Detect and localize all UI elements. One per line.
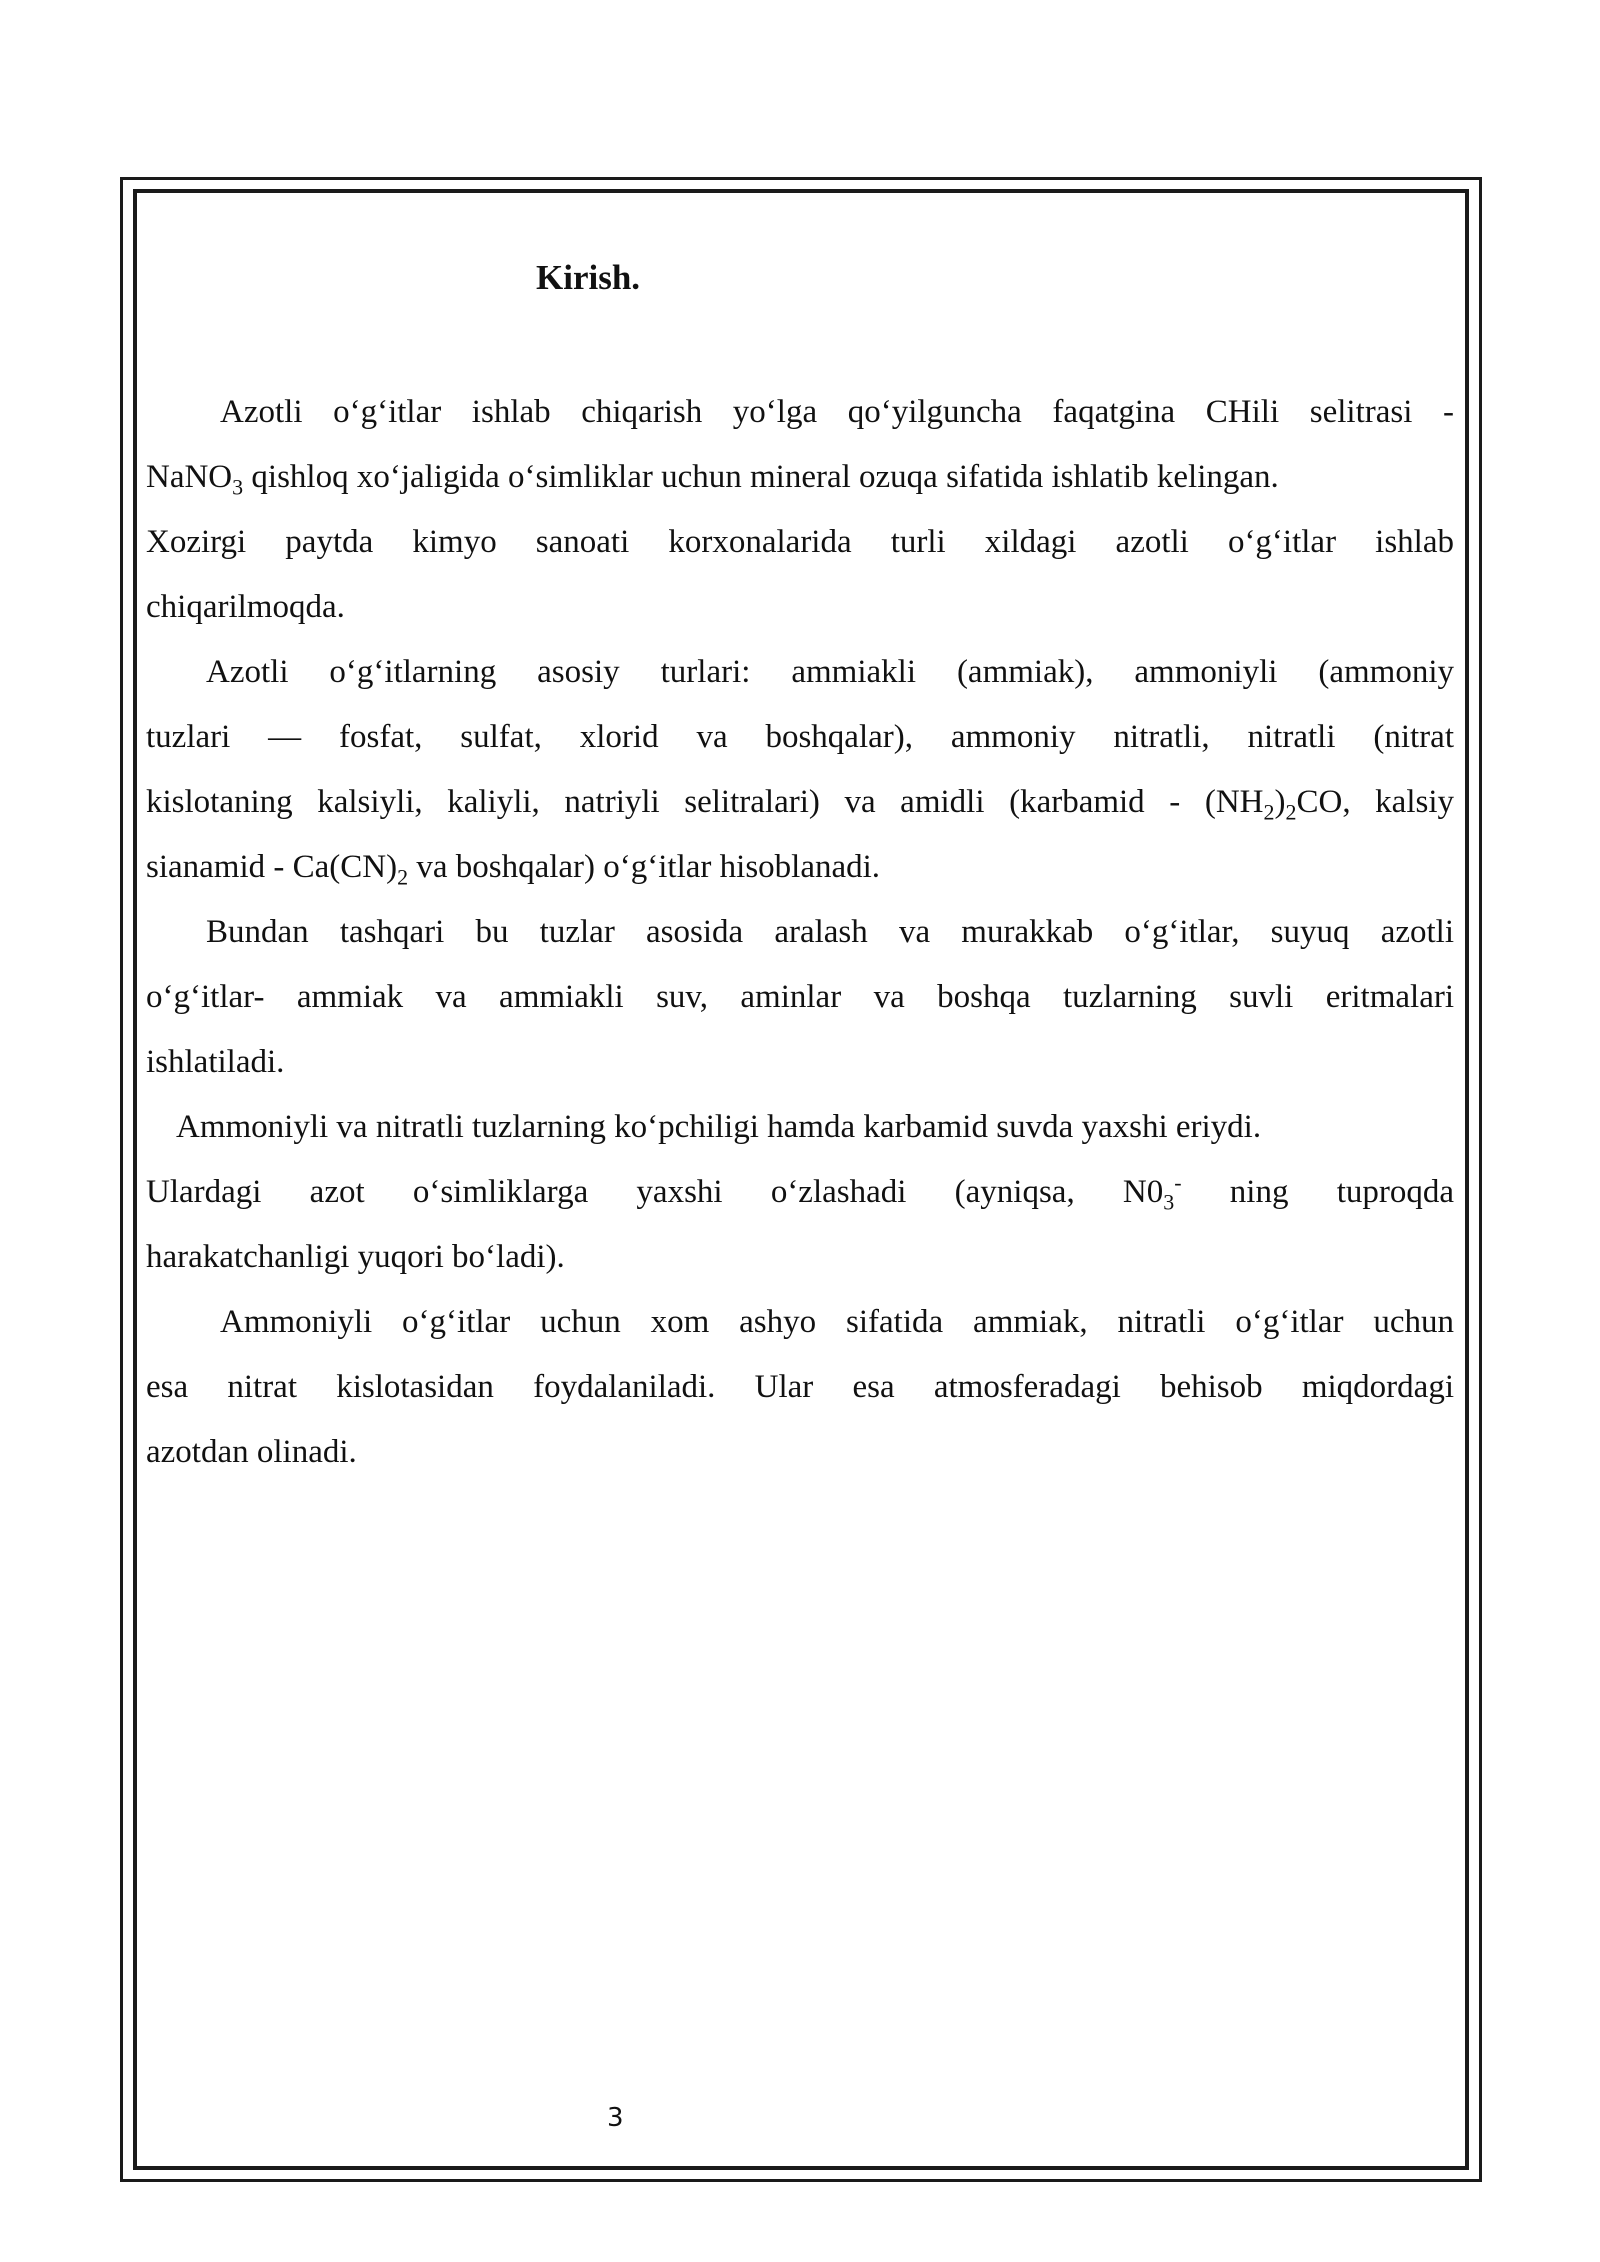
text-run: NaNO: [146, 459, 233, 495]
paragraph-line: chiqarilmoqda.: [146, 589, 345, 625]
paragraph-line: [146, 835, 1454, 900]
text-run: ning tuproqda: [1181, 1174, 1454, 1210]
paragraph-5: [146, 1290, 1454, 1485]
paragraph-3: [146, 900, 1454, 1095]
paragraph-line: Ammoniyli va nitratli tuzlarning ko‘pchiligi hamda karbamid suvda yaxshi eriydi.: [176, 1109, 1262, 1145]
section-heading: Kirish.: [536, 258, 641, 297]
paragraph-line: [146, 445, 1454, 510]
text-run: ): [1274, 784, 1286, 820]
text-run: Ulardagi azot o‘simliklarga yaxshi o‘zlashadi (ayniqsa, N0: [146, 1174, 1164, 1210]
paragraph-line: [146, 770, 1454, 835]
text-run: sianamid - Ca(CN): [146, 849, 398, 885]
subscript: 2: [1263, 799, 1275, 825]
paragraph-line: Azotli o‘g‘itlar ishlab chiqarish yo‘lga qo‘yilguncha faqatgina CHili selitrasi -: [220, 394, 1454, 430]
text-run: kislotaning kalsiyli, kaliyli, natriyli selitralari) va amidli (karbamid - (NH: [146, 784, 1264, 820]
paragraph-line: Xozirgi paytda kimyo sanoati korxonalarida turli xildagi azotli o‘g‘itlar ishlab: [146, 524, 1454, 560]
paragraph-4: [146, 1095, 1454, 1290]
page-number: 3: [607, 2103, 624, 2133]
paragraph-line: tuzlari — fosfat, sulfat, xlorid va boshqalar), ammoniy nitratli, nitratli (nitrat: [146, 719, 1454, 755]
paragraph-2: [146, 640, 1454, 900]
text-run: CO, kalsiy: [1296, 784, 1454, 820]
superscript: -: [1174, 1170, 1182, 1195]
paragraph-line: [146, 1160, 1454, 1225]
subscript: 2: [1285, 799, 1297, 825]
paragraph-line: Bundan tashqari bu tuzlar asosida aralash va murakkab o‘g‘itlar, suyuq azotli: [206, 914, 1454, 950]
paragraph-line: o‘g‘itlar- ammiak va ammiakli suv, aminlar va boshqa tuzlarning suvli eritmalari: [146, 979, 1454, 1015]
subscript: 3: [232, 474, 244, 500]
text-run: qishloq xo‘jaligida o‘simliklar uchun mineral ozuqa sifatida ishlatib kelingan.: [243, 459, 1279, 495]
subscript: 3: [1163, 1189, 1175, 1215]
paragraph-line: Azotli o‘g‘itlarning asosiy turlari: ammiakli (ammiak), ammoniyli (ammoniy: [206, 654, 1454, 690]
paragraph-line: esa nitrat kislotasidan foydalaniladi. Ular esa atmosferadagi behisob miqdordagi: [146, 1369, 1454, 1405]
text-run: va boshqalar) o‘g‘itlar hisoblanadi.: [408, 849, 881, 885]
subscript: 2: [397, 864, 409, 890]
paragraph-line: Ammoniyli o‘g‘itlar uchun xom ashyo sifatida ammiak, nitratli o‘g‘itlar uchun: [220, 1304, 1454, 1340]
paragraph-line: ishlatiladi.: [146, 1044, 285, 1080]
paragraph-1: [146, 380, 1454, 640]
paragraph-line: azotdan olinadi.: [146, 1434, 357, 1470]
paragraph-line: harakatchanligi yuqori bo‘ladi).: [146, 1239, 565, 1275]
document-body: [146, 380, 1454, 1485]
